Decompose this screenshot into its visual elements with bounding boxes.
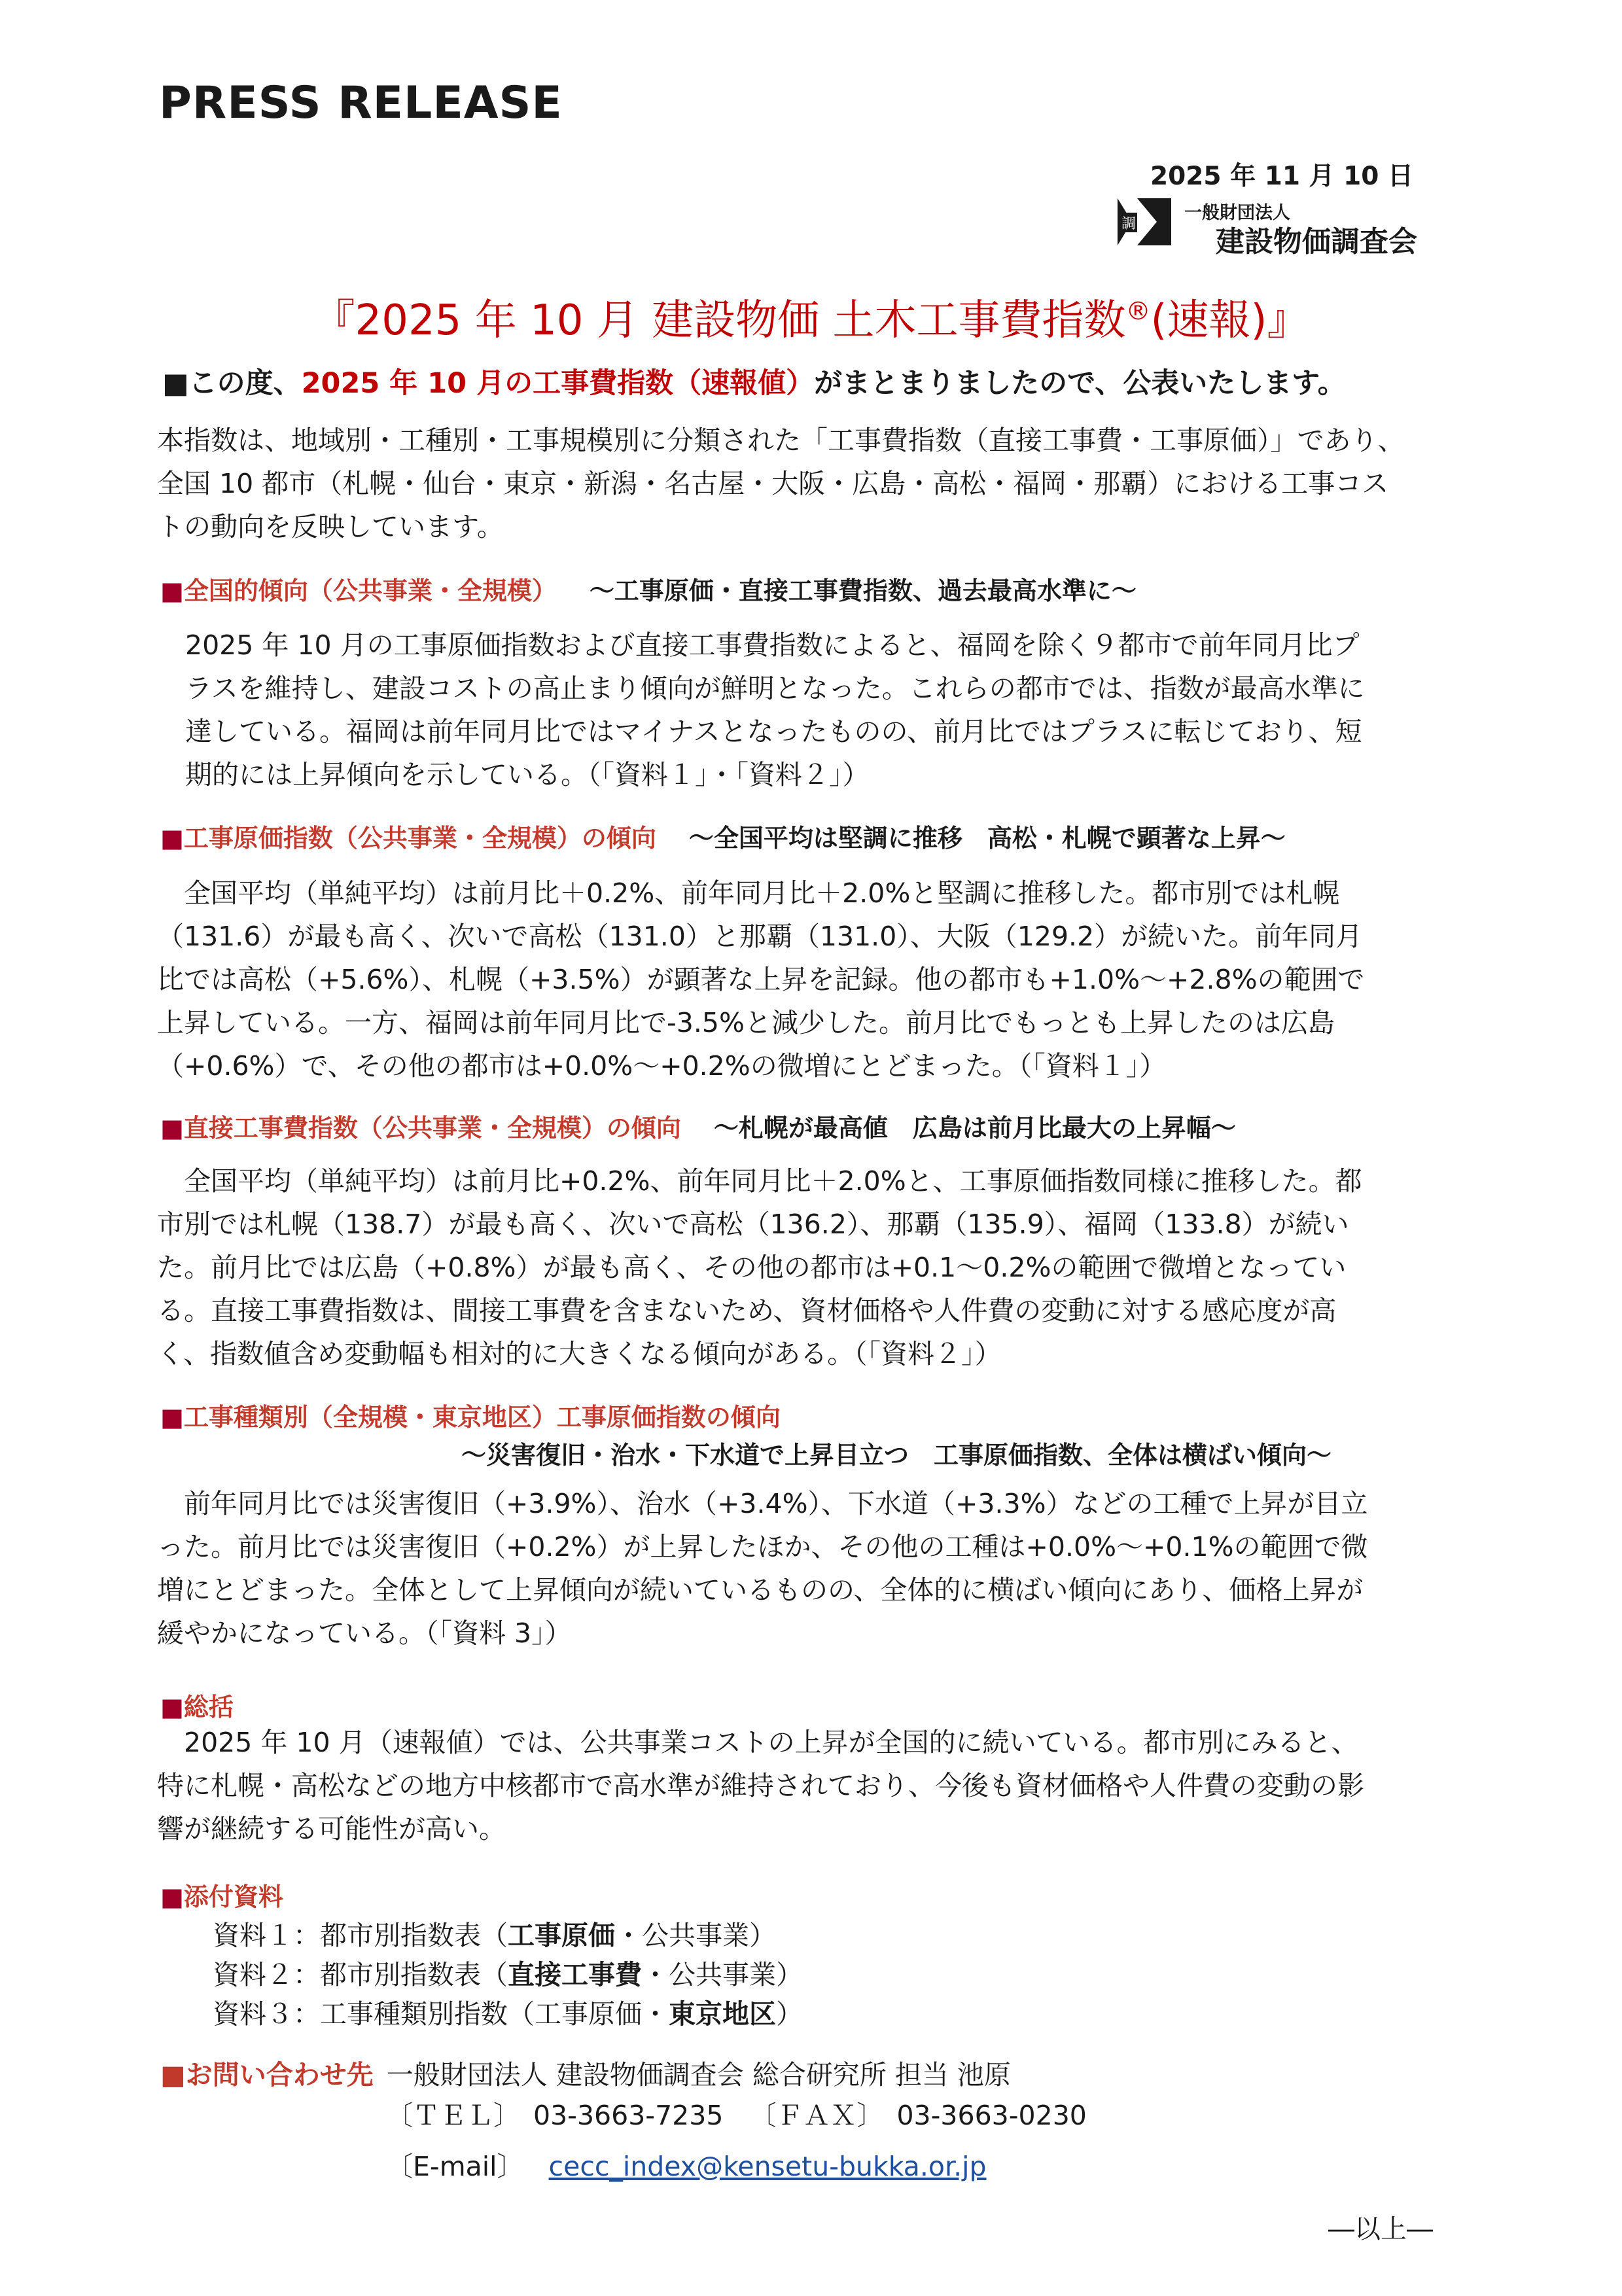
- mail-label: 〔E-mail〕: [386, 2151, 524, 2182]
- intro-line: 本指数は、地域別・工種別・工事規模別に分類された「工事費指数（直接工事費・工事原価）」であり、: [157, 425, 1405, 456]
- fax-number: 03-3663-0230: [896, 2100, 1087, 2131]
- section-label: 全国的傾向（公共事業・全規模）: [183, 576, 557, 605]
- contact-mail-line: [386, 2145, 987, 2183]
- attachment-emphasis: 工事原価: [508, 1920, 615, 1951]
- tel-number: 03-3663-7235: [533, 2100, 724, 2131]
- section-body-summary: [157, 1721, 1466, 1850]
- body-line: った。前月比では災害復旧（+0.2%）が上昇したほか、その他の工種は+0.0%～+0.1%の範囲で微: [157, 1531, 1368, 1563]
- contact-org: 一般財団法人 建設物価調査会 総合研究所 担当 池原: [386, 2059, 1011, 2091]
- section-subtitle-work-type: [461, 1435, 1331, 1471]
- lead-statement: [162, 361, 1346, 401]
- section-label: 工事原価指数（公共事業・全規模）の傾向: [183, 824, 656, 853]
- section-marker: ■: [160, 1693, 184, 1722]
- attachment-text: ）: [776, 1998, 803, 2030]
- section-heading-direct-cost-index: [160, 1108, 1236, 1144]
- tel-label: 〔ＴＥＬ〕: [386, 2100, 520, 2131]
- attachment-item: [213, 1914, 776, 1952]
- body-line: 市別では札幌（138.7）が最も高く、次いで高松（136.2）、那覇（135.9）、福岡（133.8）が続い: [157, 1209, 1349, 1240]
- section-marker: ■: [160, 1114, 184, 1142]
- contact-line: [160, 2053, 1011, 2092]
- body-line: 緩やかになっている。（「資料 3」）: [157, 1617, 572, 1649]
- logo-glyph: 調: [1121, 216, 1137, 232]
- lead-suffix: がまとまりましたので、公表いたします。: [814, 367, 1346, 400]
- section-heading-work-type: [160, 1397, 781, 1433]
- body-line: 達している。福岡は前年同月比ではマイナスとなったものの、前月比ではプラスに転じており、短: [185, 716, 1362, 747]
- attachment-emphasis: 東京地区: [669, 1998, 776, 2030]
- org-logo-icon: [1118, 198, 1171, 245]
- section-marker: ■: [160, 576, 184, 605]
- section-heading-national-trend: [160, 571, 1137, 607]
- press-release-heading: PRESS RELEASE: [159, 77, 563, 129]
- section-body-work-type: [157, 1482, 1466, 1655]
- lead-highlight: 2025 年 10 月の工事費指数（速報値）: [301, 367, 815, 400]
- section-label: 総括: [183, 1693, 234, 1722]
- section-body-national-trend: [185, 624, 1468, 796]
- attachment-item: [213, 1992, 803, 2031]
- release-date: 2025 年 11 月 10 日: [1150, 162, 1413, 191]
- attachment-item: [213, 1953, 803, 1992]
- body-line: 前年同月比では災害復旧（+3.9%）、治水（+3.4%）、下水道（+3.3%）などの工種で上昇が目立: [157, 1488, 1368, 1519]
- section-body-cost-index: [157, 872, 1466, 1087]
- body-line: 全国平均（単純平均）は前月比＋0.2%、前年同月比＋2.0%と堅調に推移した。都市別では札幌: [157, 877, 1340, 909]
- section-subtitle: ～全国平均は堅調に推移 高松・札幌で顕著な上昇～: [688, 824, 1286, 853]
- body-line: る。直接工事費指数は、間接工事費を含まないため、資材価格や人件費の変動に対する感応度が高: [157, 1295, 1337, 1326]
- attachment-text: 資料１：都市別指数表（: [213, 1920, 508, 1951]
- contact-label: お問い合わせ先: [185, 2059, 374, 2091]
- attachment-emphasis: 直接工事費: [508, 1959, 642, 1990]
- intro-line: トの動向を反映しています。: [157, 511, 504, 542]
- contact-phone-line: [386, 2094, 1087, 2132]
- attachments-heading: [160, 1877, 283, 1913]
- section-marker: ■: [160, 824, 184, 853]
- intro-line: 全国 10 都市（札幌・仙台・東京・新潟・名古屋・大阪・広島・高松・福岡・那覇）における工事コス: [157, 468, 1389, 499]
- lead-prefix: ■この度、: [162, 367, 302, 400]
- section-marker: ■: [160, 1882, 184, 1911]
- section-label: 直接工事費指数（公共事業・全規模）の傾向: [183, 1114, 681, 1142]
- section-subtitle: ～工事原価・直接工事費指数、過去最高水準に～: [589, 576, 1137, 605]
- release-title: [0, 287, 1622, 347]
- body-line: 特に札幌・高松などの地方中核都市で高水準が維持されており、今後も資材価格や人件費の変動の影: [157, 1770, 1364, 1801]
- section-subtitle: ～札幌が最高値 広島は前月比最大の上昇幅～: [713, 1114, 1236, 1142]
- attachment-text: 資料３：工事種類別指数（工事原価・: [213, 1998, 669, 2030]
- intro-paragraph: [157, 419, 1466, 548]
- org-name: 建設物価調査会: [1216, 225, 1417, 258]
- section-subtitle: ～災害復旧・治水・下水道で上昇目立つ 工事原価指数、全体は横ばい傾向～: [461, 1441, 1332, 1470]
- body-line: 2025 年 10 月（速報値）では、公共事業コストの上昇が全国的に続いている。都市別にみると、: [157, 1727, 1358, 1758]
- attachment-text: ・公共事業）: [642, 1959, 803, 1990]
- body-line: （+0.6%）で、その他の都市は+0.0%～+0.2%の微増にとどまった。（「資料１」）: [157, 1050, 1167, 1082]
- body-line: た。前月比では広島（+0.8%）が最も高く、その他の都市は+0.1～0.2%の範囲で微増となってい: [157, 1252, 1347, 1283]
- email-link[interactable]: cecc_index@kensetu-bukka.or.jp: [548, 2151, 987, 2182]
- fax-label: 〔ＦＡＸ〕: [749, 2100, 884, 2131]
- body-line: 比では高松（+5.6%）、札幌（+3.5%）が顕著な上昇を記録。他の都市も+1.0%～+2.8%の範囲で: [157, 964, 1365, 995]
- body-line: ラスを維持し、建設コストの高止まり傾向が鮮明となった。これらの都市では、指数が最高水準に: [185, 673, 1365, 704]
- body-line: 増にとどまった。全体として上昇傾向が続いているものの、全体的に横ばい傾向にあり、価格上昇が: [157, 1574, 1364, 1606]
- org-sub-label: 一般財団法人: [1184, 203, 1290, 223]
- section-marker: ■: [160, 1403, 184, 1432]
- body-line: 全国平均（単純平均）は前月比+0.2%、前年同月比＋2.0%と、工事原価指数同様に推移した。都: [157, 1165, 1362, 1197]
- body-line: 響が継続する可能性が高い。: [157, 1813, 506, 1845]
- body-line: （131.6）が最も高く、次いで高松（131.0）と那覇（131.0）、大阪（129.2）が続いた。前年同月: [157, 921, 1363, 952]
- body-line: 期的には上昇傾向を示している。（「資料１」・「資料２」）: [185, 759, 870, 790]
- body-line: 上昇している。一方、福岡は前年同月比で-3.5%と減少した。前月比でもっとも上昇したのは広島: [157, 1007, 1335, 1038]
- title-tail: (速報)』: [1150, 296, 1309, 345]
- section-heading-cost-index: [160, 818, 1286, 854]
- section-heading-summary: [160, 1687, 234, 1723]
- attachment-text: 資料２：都市別指数表（: [213, 1959, 508, 1990]
- section-body-direct-cost-index: [157, 1159, 1466, 1375]
- attachments-label: 添付資料: [183, 1882, 283, 1911]
- body-line: く、指数値含め変動幅も相対的に大きくなる傾向がある。（「資料２」）: [157, 1338, 1002, 1369]
- title-main: 『2025 年 10 月 建設物価 土木工事費指数: [313, 296, 1126, 345]
- closing-mark: ―以上―: [1328, 2214, 1433, 2244]
- title-registered-mark: ®: [1125, 296, 1151, 326]
- body-line: 2025 年 10 月の工事原価指数および直接工事費指数によると、福岡を除く９都市で前年同月比プ: [185, 629, 1360, 661]
- contact-marker: ■: [160, 2059, 186, 2091]
- section-label: 工事種類別（全規模・東京地区）工事原価指数の傾向: [183, 1403, 781, 1432]
- attachment-text: ・公共事業）: [615, 1920, 776, 1951]
